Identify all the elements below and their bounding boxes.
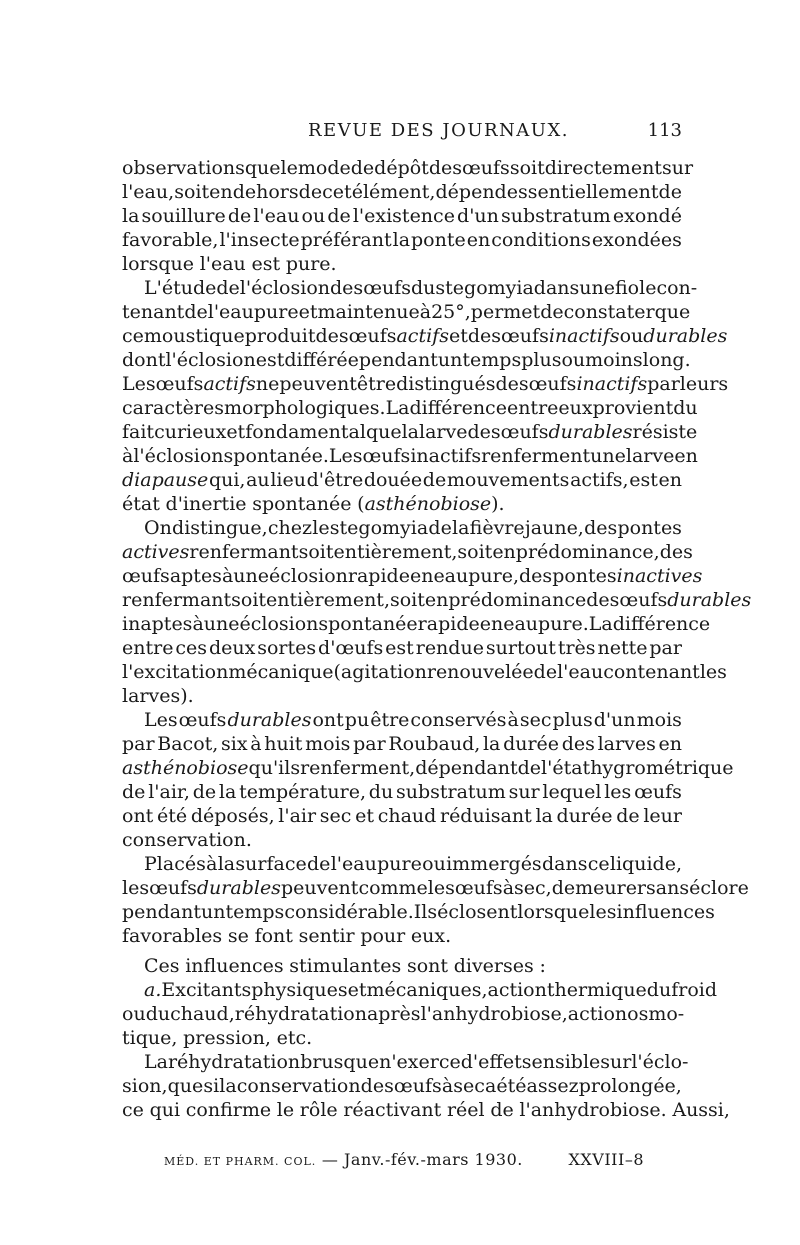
page-number: 113 xyxy=(647,120,682,141)
text-line: lorsque l'eau est pure. xyxy=(122,253,337,275)
text-line: observations que le mode de dépôt des œufs soit directement sur xyxy=(122,157,694,179)
text-line: la souillure de l'eau ou de l'existence d'un substratum exondé xyxy=(122,205,682,227)
text-line: Ces influences stimulantes sont diverses : xyxy=(144,955,546,977)
article-body xyxy=(122,156,752,1122)
text-line: asthénobiose qu'ils renferment, dépendant de l'état hygrométrique xyxy=(122,757,734,779)
text-line: entre ces deux sortes d'œufs est rendue surtout très nette par xyxy=(122,637,682,659)
text-line: ont été déposés, l'air sec et chaud réduisant la durée de leur xyxy=(122,805,682,827)
text-line: a. Excitants physiques et mécaniques, action thermique du froid xyxy=(144,979,717,1001)
text-line: caractères morphologiques. La différence entre eux provient du xyxy=(122,397,698,419)
text-line: de l'air, de la température, du substratum sur lequel les œufs xyxy=(122,781,682,803)
text-line: état d'inertie spontanée (asthénobiose). xyxy=(122,493,505,515)
text-line: actives renfermant soit entièrement, soit en prédominance, des xyxy=(122,541,693,563)
text-line: Placés à la surface de l'eau pure ou immergés dans ce liquide, xyxy=(144,853,682,875)
text-line: les œufs durables peuvent comme les œufs à sec, demeurer sans éclore xyxy=(122,877,749,899)
text-line: L'étude de l'éclosion des œufs du stegomyia dans une fiole con- xyxy=(144,277,698,299)
text-line: favorables se font sentir pour eux. xyxy=(122,925,452,947)
text-line: Les œufs actifs ne peuvent être distingués des œufs inactifs par leurs xyxy=(122,373,729,395)
issue-date: Janv.-fév.-mars 1930. xyxy=(343,1150,523,1169)
text-line: On distingue, chez le stegomyia de la fièvre jaune, des pontes xyxy=(144,517,682,539)
text-line: renfermant soit entièrement, soit en prédominance des œufs durables xyxy=(122,589,752,611)
text-line: La réhydratation brusque n'exerce d'effet sensible sur l'éclo- xyxy=(144,1051,689,1073)
footer-separator: — xyxy=(321,1150,339,1169)
text-line: l'excitation mécanique (agitation renouvelée de l'eau contenant les xyxy=(122,661,727,683)
footer-citation xyxy=(164,1150,523,1169)
text-line: pendant un temps considérable. Ils éclosent lorsque les influences xyxy=(122,901,715,923)
text-line: inaptes à une éclosion spontanée rapide en eau pure. La différence xyxy=(122,613,711,635)
text-line: fait curieux et fondamental que la larve des œufs durables résiste xyxy=(122,421,698,443)
text-line: favorable, l'insecte préférant la ponte en conditions exondées xyxy=(122,229,682,251)
text-line: l'eau, soit en dehors de cet élément, dépend essentiellement de xyxy=(122,181,682,203)
text-line: à l'éclosion spontanée. Les œufs inactifs renferment une larve en xyxy=(122,445,698,467)
text-line: ce moustique produit des œufs actifs et des œufs inactifs ou durables xyxy=(122,325,728,347)
text-line: tique, pression, etc. xyxy=(122,1027,313,1049)
journal-abbreviation: MÉD. ET PHARM. COL. xyxy=(164,1155,317,1168)
page-header xyxy=(122,120,682,150)
text-line: Les œufs durables ont pu être conservés à sec plus d'un mois xyxy=(144,709,682,731)
running-title: REVUE DES JOURNAUX. xyxy=(308,120,569,141)
text-line: diapause qui, au lieu d'être douée de mouvements actifs, est en xyxy=(122,469,682,491)
signature-mark: XXVIII–8 xyxy=(568,1150,644,1169)
text-line: sion, que si la conservation des œufs à sec a été assez prolongée, xyxy=(122,1075,682,1097)
text-line: ce qui confirme le rôle réactivant réel de l'anhydrobiose. Aussi, xyxy=(122,1099,730,1121)
text-line: dont l'éclosion est différée pendant un temps plus ou moins long. xyxy=(122,349,691,371)
text-line: œufs aptes à une éclosion rapide en eau pure, des pontes inactives xyxy=(122,565,703,587)
text-line: conservation. xyxy=(122,829,252,851)
text-line: larves). xyxy=(122,685,194,707)
text-line: tenant de l'eau pure et maintenue à 25°, permet de constater que xyxy=(122,301,691,323)
text-line: ou du chaud, réhydratation après l'anhydrobiose, action osmo- xyxy=(122,1003,685,1025)
page-footer xyxy=(164,1150,644,1174)
text-line: par Bacot, six à huit mois par Roubaud, la durée des larves en xyxy=(122,733,682,755)
